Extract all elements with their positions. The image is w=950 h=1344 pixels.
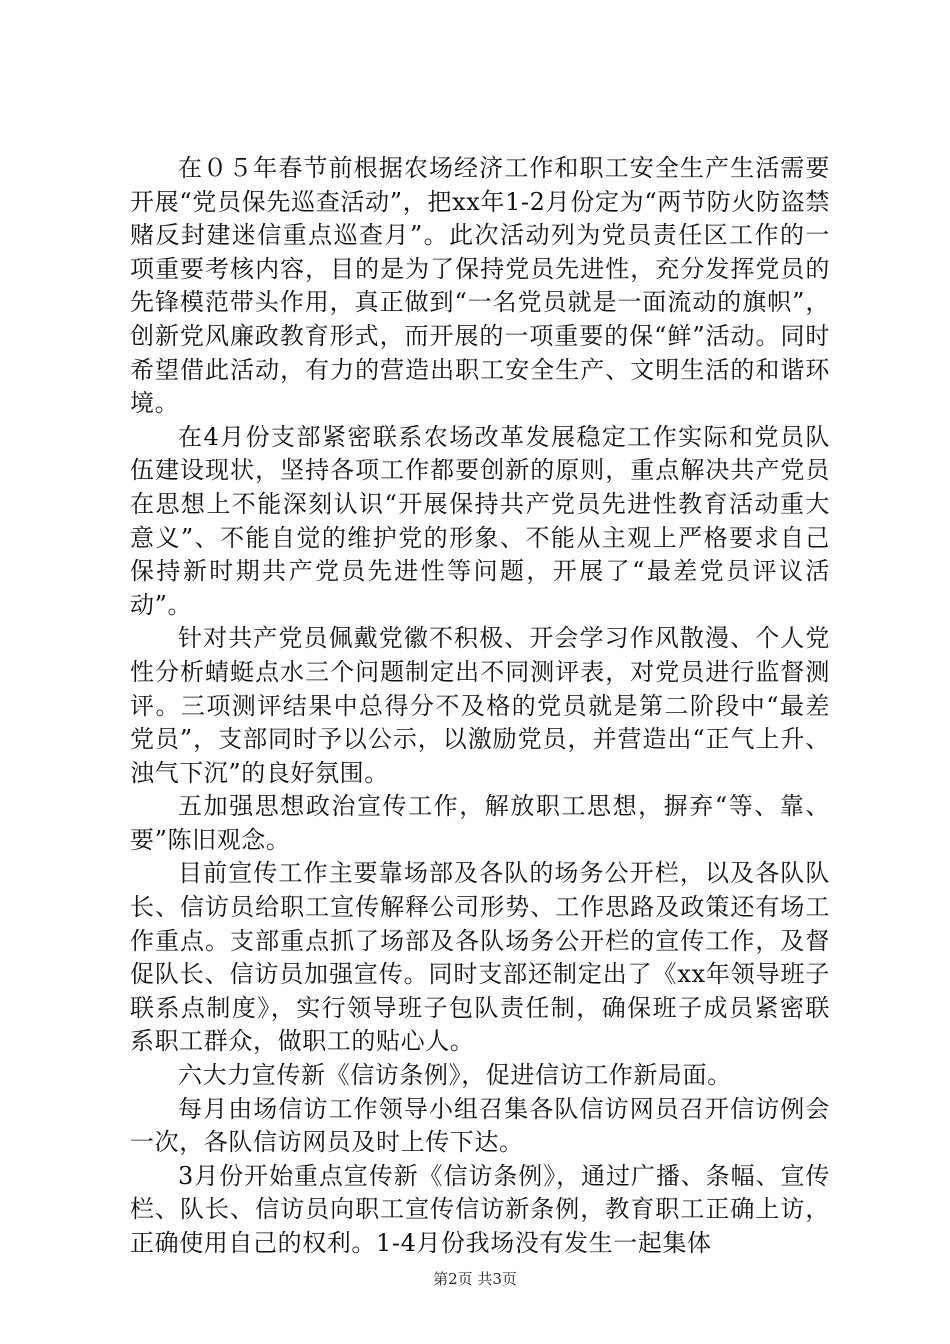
paragraph-8: 3月份开始重点宣传新《信访条例》，通过广播、条幅、宣传栏、队长、信访员向职工宣传信访新条例，教育职工正确上访，正确使用自己的权利。1-4月份我场没有发生一起集体 xyxy=(130,1161,830,1257)
paragraph-7: 每月由场信访工作领导小组召集各队信访网员召开信访例会一次，各队信访网员及时上传下达。 xyxy=(130,1094,830,1157)
paragraph-2: 在4月份支部紧密联系农场改革发展稳定工作实际和党员队伍建设现状，坚持各项工作都要创新的原则，重点解决共产党员在思想上不能深刻认识“开展保持共产党员先进性教育活动重大意义”、不能自觉的维护党的形象、不能从主观上严格要求自己保持新时期共产党员先进性等问题，开展了“最差党员评议活动”。 xyxy=(130,422,830,619)
paragraph-5: 目前宣传工作主要靠场部及各队的场务公开栏，以及各队队长、信访员给职工宣传解释公司形势、工作思路及政策还有场工作重点。支部重点抓了场部及各队场务公开栏的宣传工作，及督促队长、信访员加强宣传。同时支部还制定出了《xx年领导班子联系点制度》，实行领导班子包队责任制，确保班子成员紧密联系职工群众，做职工的贴心人。 xyxy=(130,859,830,1056)
document-body xyxy=(130,152,830,1261)
paragraph-1: 在０５年春节前根据农场经济工作和职工安全生产生活需要开展“党员保先巡查活动”，把xx年1-2月份定为“两节防火防盗禁赌反封建迷信重点巡查月”。此次活动列为党员责任区工作的一项重要考核内容，目的是为了保持党员先进性，充分发挥党员的先锋模范带头作用，真正做到“一名党员就是一面流动的旗帜”，创新党风廉政教育形式，而开展的一项重要的保“鲜”活动。同时希望借此活动，有力的营造出职工安全生产、文明生活的和谐环境。 xyxy=(130,154,830,418)
page-footer: 第2页 共3页 xyxy=(433,1270,517,1288)
paragraph-4-heading: 五加强思想政治宣传工作，解放职工思想，摒弃“等、靠、要”陈旧观念。 xyxy=(130,792,830,854)
paragraph-3: 针对共产党员佩戴党徽不积极、开会学习作风散漫、个人党性分析蜻蜓点水三个问题制定出不同测评表，对党员进行监督测评。三项测评结果中总得分不及格的党员就是第二阶段中“最差党员”，支部同时予以公示，以激励党员，并营造出“正气上升、浊气下沉”的良好氛围。 xyxy=(130,624,830,787)
paragraph-6-heading: 六大力宣传新《信访条例》，促进信访工作新局面。 xyxy=(178,1061,732,1090)
